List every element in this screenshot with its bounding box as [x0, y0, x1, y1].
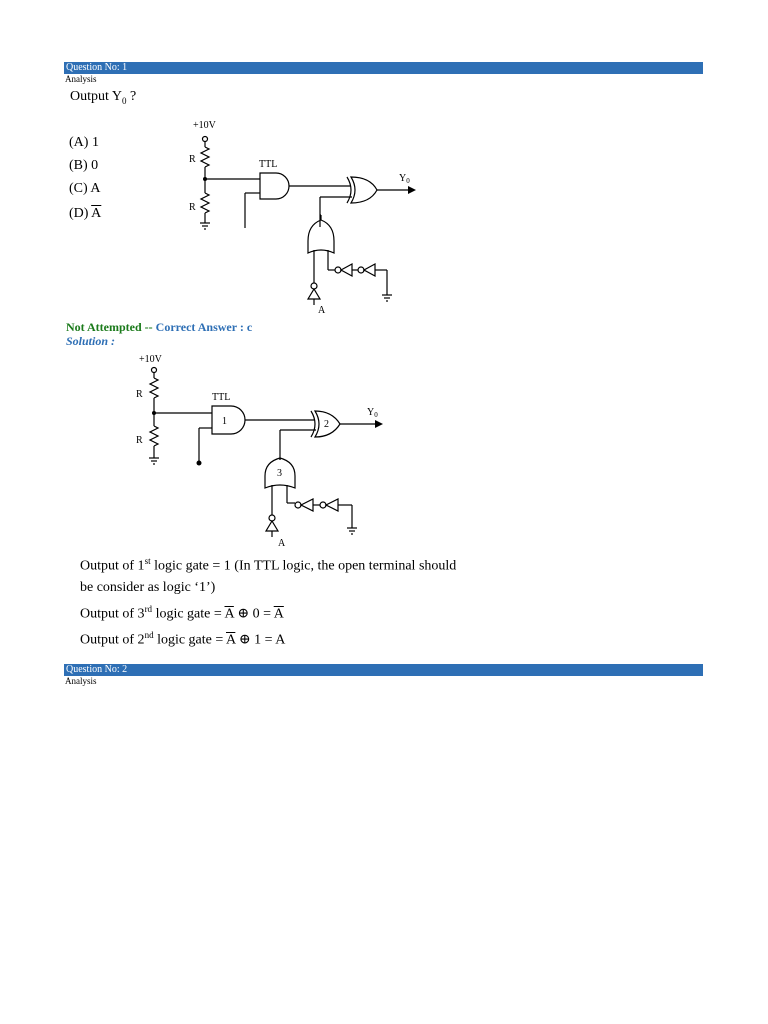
option-d-value: $\overline{A}$ [91, 206, 102, 221]
option-a-value: 1 [91, 135, 99, 150]
option-c-label: (C) [69, 181, 88, 196]
solution-line-3-sup: rd [144, 604, 153, 614]
question-stem [70, 89, 136, 106]
solution-line-3-eq-c: $\overline{A}$ [273, 606, 284, 622]
solution-output-subscript: 0 [374, 411, 378, 419]
supply-label: +10V [193, 120, 216, 131]
stem-suffix: ? [126, 89, 137, 104]
question-1-header: Question No: 1 [64, 62, 703, 74]
stem-subscript: 0 [121, 95, 127, 106]
question-2-category: Analysis [65, 676, 97, 686]
option-d-label: (D) [69, 206, 89, 221]
ttl-label: TTL [259, 159, 278, 170]
solution-ttl-label: TTL [212, 392, 231, 403]
solution-line-3-eq-b: ⊕ 0 = [233, 606, 274, 622]
solution-label: Solution : [66, 334, 116, 348]
solution-input-label: A [278, 538, 286, 549]
correct-answer-label: Correct Answer : [155, 320, 244, 334]
question-1-category: Analysis [65, 74, 97, 84]
solution-line-4-sup: nd [144, 630, 154, 640]
solution-line-4 [80, 630, 285, 649]
not-attempted-label: Not Attempted -- [66, 320, 153, 334]
option-c-value: A [90, 181, 101, 196]
gate-number-3: 3 [277, 468, 282, 479]
option-b-label: (B) [69, 158, 88, 173]
attempt-status [66, 320, 252, 335]
solution-line-3-a: Output of 3 [80, 606, 145, 622]
input-label: A [318, 305, 326, 315]
solution-supply-label: +10V [139, 354, 162, 365]
gate-number-2: 2 [324, 419, 329, 430]
solution-line-1 [80, 556, 456, 575]
resistor-label-bottom: R [189, 202, 196, 213]
option-b [69, 158, 98, 174]
option-c [69, 181, 101, 197]
solution-line-4-eq-a: $\overline{A}$ [226, 632, 236, 648]
question-2-header: Question No: 2 [64, 664, 703, 676]
solution-line-1-b: logic gate = 1 (In TTL logic, the open terminal should [150, 558, 457, 574]
solution-line-1-sup: st [144, 556, 151, 566]
solution-output-letter: Y [367, 407, 375, 418]
correct-answer-value: c [246, 320, 253, 334]
solution-resistor-label-top: R [136, 389, 143, 400]
stem-prefix: Output Y [70, 89, 122, 104]
solution-line-4-a: Output of 2 [80, 632, 145, 648]
gate-number-1: 1 [222, 416, 227, 427]
solution-line-1-a: Output of 1 [80, 558, 145, 574]
solution-line-4-b: logic gate = [153, 632, 226, 648]
question-circuit-diagram [180, 115, 420, 315]
solution-line-3-b: logic gate = [152, 606, 225, 622]
output-subscript: 0 [406, 177, 410, 185]
solution-resistor-label-bottom: R [136, 435, 143, 446]
solution-line-3 [80, 604, 284, 623]
solution-output-label [367, 407, 378, 419]
solution-circuit-diagram [125, 350, 395, 550]
solution-line-2: be consider as logic ‘1’) [80, 580, 216, 595]
option-d [69, 206, 101, 222]
option-a-label: (A) [69, 135, 89, 150]
option-a [69, 135, 99, 151]
output-letter: Y [399, 173, 407, 184]
solution-line-3-eq-a: $\overline{A}$ [224, 606, 234, 622]
option-b-value: 0 [91, 158, 99, 173]
resistor-label-top: R [189, 154, 196, 165]
solution-line-4-eq-b: ⊕ 1 = A [235, 632, 286, 648]
output-label [399, 173, 410, 185]
